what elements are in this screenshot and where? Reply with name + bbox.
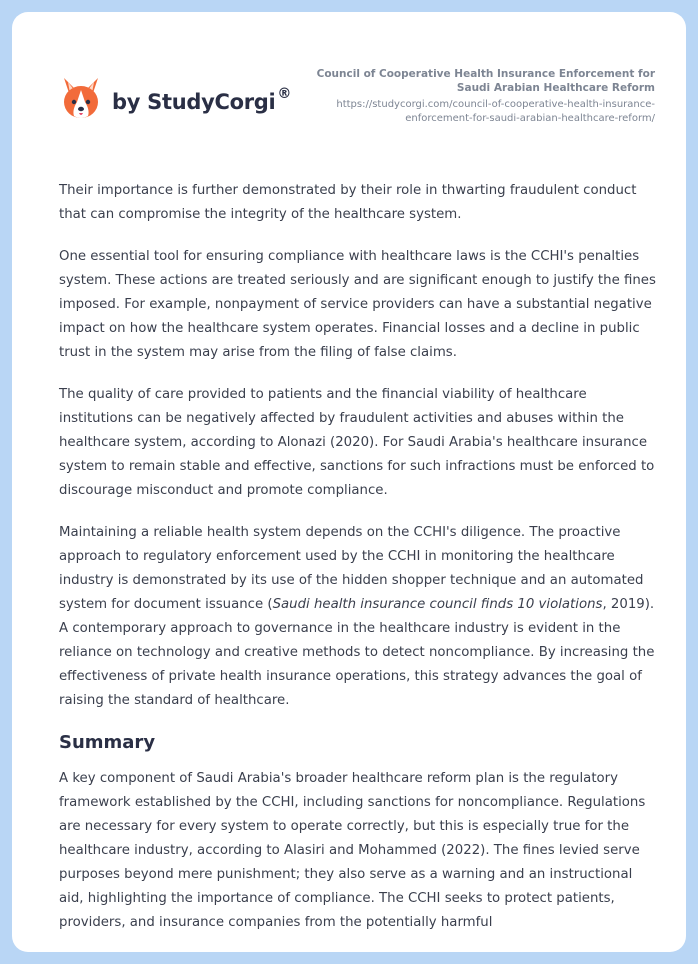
studycorgi-logo[interactable] xyxy=(60,76,291,120)
corgi-logo-icon xyxy=(60,76,102,120)
summary-heading: Summary xyxy=(59,732,156,753)
registered-mark: ® xyxy=(277,86,292,102)
brand-name: by StudyCorgi ® xyxy=(112,86,292,114)
document-title: Council of Cooperative Health Insurance Enforcement for Saudi Arabian Healthcare Reform xyxy=(316,68,655,94)
document-body xyxy=(59,179,659,952)
paragraph-text: , 2019). A contemporary approach to governance in the healthcare industry is evident in the reliance on technology and creative methods to detect noncompliance. By increasing the effectiveness of private health insurance operations, this strategy advances the goal of raising the standard of healthcare. xyxy=(59,597,655,708)
paragraph-text: Maintaining a reliable health system depends on the CCHI's diligence. The proactive approach to regulatory enforcement used by the CCHI in monitoring the healthcare industry is demonstrated by its use of the hidden shopper technique and an automated system for document issuance ( xyxy=(59,525,644,612)
paragraph: One essential tool for ensuring compliance with healthcare laws is the CCHI's penalties system. These actions are treated seriously and are significant enough to justify the fines imposed. For example, nonpayment of service providers can have a substantial negative impact on how the healthcare system operates. Financial losses and a decline in public trust in the system may arise from the filing of false claims. xyxy=(59,249,656,360)
paragraph xyxy=(59,521,659,713)
document-reference xyxy=(295,67,655,126)
document-url-link[interactable]: https://studycorgi.com/council-of-cooperative-health-insurance-enforcement-for-saudi-arabian-healthcare-reform/ xyxy=(336,99,655,124)
paragraph: A key component of Saudi Arabia's broader healthcare reform plan is the regulatory framework established by the CCHI, including sanctions for noncompliance. Regulations are necessary for every system to operate correctly, but this is especially true for the healthcare industry, according to Alasiri and Mohammed (2022). The fines levied serve purposes beyond mere punishment; they also serve as a warning and an instructional aid, highlighting the importance of compliance. The CCHI seeks to protect patients, providers, and insurance companies from the potentially harmful xyxy=(59,771,646,930)
document-header xyxy=(12,12,686,162)
paragraph: The quality of care provided to patients and the financial viability of healthcare institutions can be negatively affected by fraudulent activities and abuses within the healthcare system, according to Alonazi (2020). For Saudi Arabia's healthcare insurance system to remain stable and effective, sanctions for such infractions must be enforced to discourage misconduct and promote compliance. xyxy=(59,387,655,498)
paragraph: Their importance is further demonstrated by their role in thwarting fraudulent conduct that can compromise the integrity of the healthcare system. xyxy=(59,183,637,222)
document-page xyxy=(12,12,686,952)
citation-title: Saudi health insurance council finds 10 violations xyxy=(272,597,603,612)
